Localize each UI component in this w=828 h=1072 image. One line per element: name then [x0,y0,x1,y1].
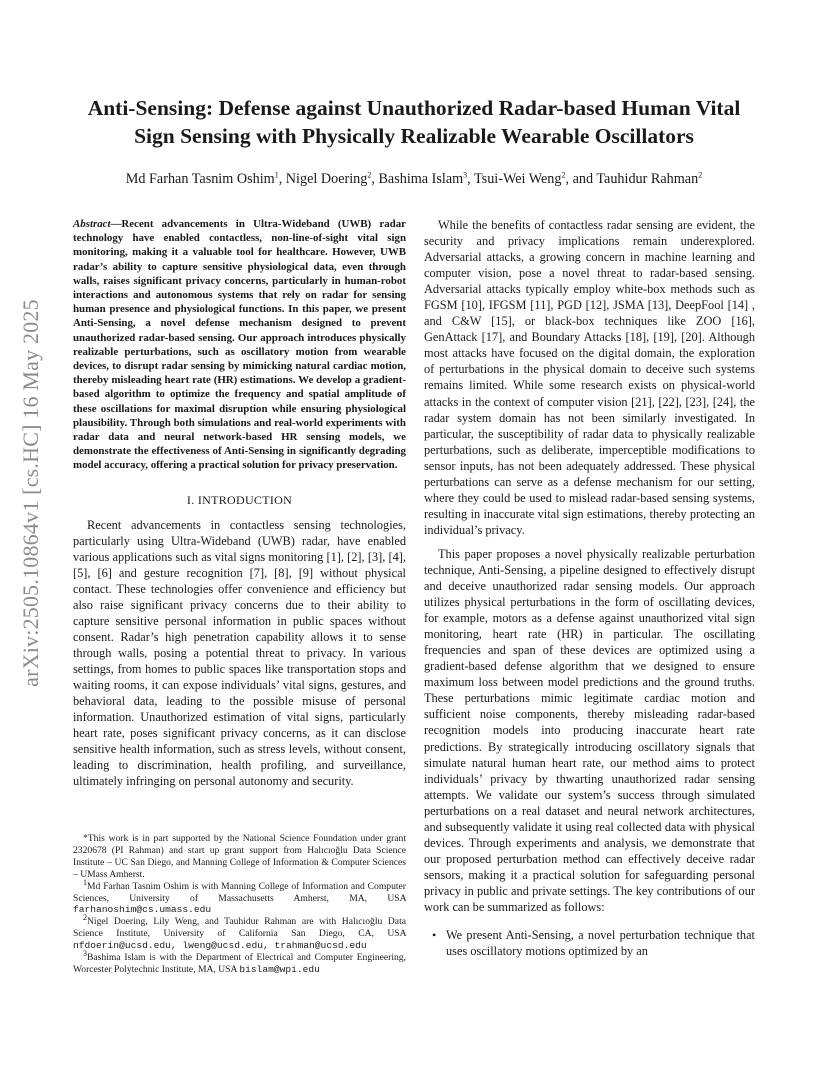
section-heading-introduction: I. INTRODUCTION [186,492,293,507]
footnote-mark: 1 [83,877,87,887]
author-name: Md Farhan Tasnim Oshim [125,171,275,187]
abstract-label: Abstract [73,218,111,230]
abstract-dash: — [110,218,122,230]
author-name: Tauhidur Rahman [596,171,699,187]
right-column [424,217,755,959]
left-column [73,217,406,789]
list-item-text: We present Anti-Sensing, a novel perturbation technique that uses oscillatory motions optimized by an [446,928,755,959]
author-affiliation-mark: 2 [367,170,372,180]
email-link[interactable]: nfdoerin@ucsd.edu, lweng@ucsd.edu, trahman@ucsd.edu [73,940,367,952]
list-item [424,927,755,959]
footnotes [73,833,406,976]
abstract-text: Recent advancements in Ultra-Wideband (UWB) radar technology have enabled contactless, non-line-of-sight vital sign monitoring, making it a valuable tool for healthcare. However, UWB radar’s ability to capture sensitive physiological data, even through walls, raises significant privacy concerns, particularly in human-robot interactions and autonomous systems that rely on radar for sensing human presence and physiological functions. In this paper, we present Anti-Sensing, a novel defense mechanism designed to prevent unauthorized radar-based sensing. Our approach introduces physically realizable perturbations, such as oscillatory motion from wearable devices, to disrupt radar sensing by mimicking natural cardiac motion, thereby misleading heart rate (HR) estimations. We develop a gradient-based algorithm to optimize the frequency and spatial amplitude of these oscillations for maximal disruption while ensuring physiological plausibility. Through both simulations and real-world experiments with radar data and neural network-based HR sensing models, we demonstrate the effectiveness of Anti-Sensing in significantly degrading model accuracy, offering a practical solution for privacy preservation. [73,218,406,472]
intro-paragraph-1: Recent advancements in contactless sensing technologies, particularly using Ultra-Wideband (UWB) radar, have enabled various applications such as vital signs monitoring [1], [2], [3], [4], [5], [6] and gesture recognition [7], [8], [9] without physical contact. These technologies offer convenience and efficiency but also raise significant privacy concerns due to their ability to capture sensitive personal information in public spaces without consent. Radar’s high penetration capability allows it to sense through walls, posing a potential threat to privacy. In various settings, from homes to public spaces like transportation stops and waiting rooms, it can expose individuals’ vital signs, gestures, and behavioral data, leading to the possible misuse of personal information. Unauthorized estimation of vital signs, particularly heart rate, poses significant privacy concerns, as it can disclose sensitive health information, such as stress levels, without consent, leading to discrimination, health profiling, and surveillance, ultimately infringing on personal autonomy and security. [73,517,406,789]
arxiv-identifier: arXiv:2505.10864v1 [cs.HC] 16 May 2025 [18,299,43,687]
email-link[interactable]: farhanoshim@cs.umass.edu [73,904,212,916]
footnote-text: Md Farhan Tasnim Oshim is with Manning College of Information and Computer Sciences, University of Massachusetts Amherst, MA, USA [73,880,406,904]
author-separator: , [278,171,286,187]
arxiv-sidebar-stamp [18,298,44,688]
intro-paragraph-2: While the benefits of contactless radar sensing are evident, the security and privacy implications remain underexplored. Adversarial attacks, a growing concern in machine learning and computer vision, pose a novel threat to radar-based sensing. Adversarial attacks typically employ white-box methods such as FGSM [10], IFGSM [11], PGD [12], JSMA [13], DeepFool [14] , and C&W [15], or black-box techniques like ZOO [16], GenAttack [17], and Boundary Attacks [18], [19], [20]. Although most attacks have focused on the digital domain, the exploration of perturbations in the physical domain to deceive such systems remains limited. While some research exists on physical-world attacks in the context of computer vision [21], [22], [23], [24], the radar system domain has not been similarly investigated. In particular, the susceptibility of radar data to physically realizable perturbations, such as deliberate, imperceptible modifications to sensor inputs, has not been adequately addressed. These physical perturbations can serve as a defense mechanism for our setting, where they could be used to mislead radar-based sensing systems, resulting in inaccurate vital sign estimations, thereby protecting an individual’s privacy. [424,218,755,537]
author-affiliation-mark: 2 [561,170,566,180]
author-conjunction: and [572,171,597,187]
footnote-1 [73,877,406,917]
contributions-list [424,927,755,959]
author-separator: , [467,171,474,187]
footnote-text: Bashima Islam is with the Department of Electrical and Computer Engineering, Worcester Polytechnic Institute, MA, USA [73,952,406,975]
author-affiliation-mark: 3 [463,170,468,180]
footnote-funding: *This work is in part supported by the National Science Foundation under grant 2320678 (PI Rahman) and start up grant support from Halıcıoğlu Data Science Institute – UC San Diego, and Manning College of Information & Computer Sciences – UMass Amherst. [73,833,406,880]
title-line-2: Sign Sensing with Physically Realizable Wearable Oscillators [134,124,694,148]
email-link[interactable]: bislam@wpi.edu [239,963,320,975]
author-name: Bashima Islam [378,171,464,187]
footnote-text: Nigel Doering, Lily Weng, and Tauhidur Rahman are with Halıcıoğlu Data Science Institute, University of California San Diego, CA, USA [73,916,406,940]
author-separator: , [565,171,573,187]
intro-paragraph-3: This paper proposes a novel physically realizable perturbation technique, Anti-Sensing, a pipeline designed to effectively disrupt and deceive unauthorized radar sensing models. Our approach utilizes physical perturbations in the form of oscillating devices, for example, motors as a defense against unauthorized vital sign monitoring, heart rate (HR) in particular. The oscillating frequencies and span of these devices are optimized using a gradient-based defense algorithm that we designed to ensure maximum loss between model predictions and the ground truths. These perturbations mimic legitimate cardiac motion and sufficient noise components, thereby misleading radar-based recognition models into producing inaccurate heart rate predictions. By strategically introducing oscillatory signals that simulate natural human heart rate, our method aims to protect individuals’ privacy by thwarting unauthorized radar sensing attempts. We validate our system’s success through simulated perturbations on a real dataset and neural network architectures, and subsequently validate it using real collected data with physical devices. Through experiments and analysis, we demonstrate that our proposed perturbation method can effectively deceive radar sensors, making it a practical solution for safeguarding personal privacy in public and private settings. The key contributions of our work can be summarized as follows: [424,546,755,914]
footnote-mark: 3 [83,948,87,958]
footnote-2 [73,913,406,952]
paper-title [70,94,758,150]
title-line-1: Anti-Sensing: Defense against Unauthorized Radar-based Human Vital [87,96,741,120]
abstract [73,217,406,473]
author-name: Tsui-Wei Weng [474,171,562,187]
author-name: Nigel Doering [285,171,368,187]
author-affiliation-mark: 2 [698,170,703,180]
footnote-3 [73,948,406,976]
author-list [70,171,758,188]
bullet-icon: • [432,928,437,943]
footnote-mark: 2 [83,913,87,923]
author-affiliation-mark: 1 [274,170,279,180]
author-separator: , [371,171,379,187]
